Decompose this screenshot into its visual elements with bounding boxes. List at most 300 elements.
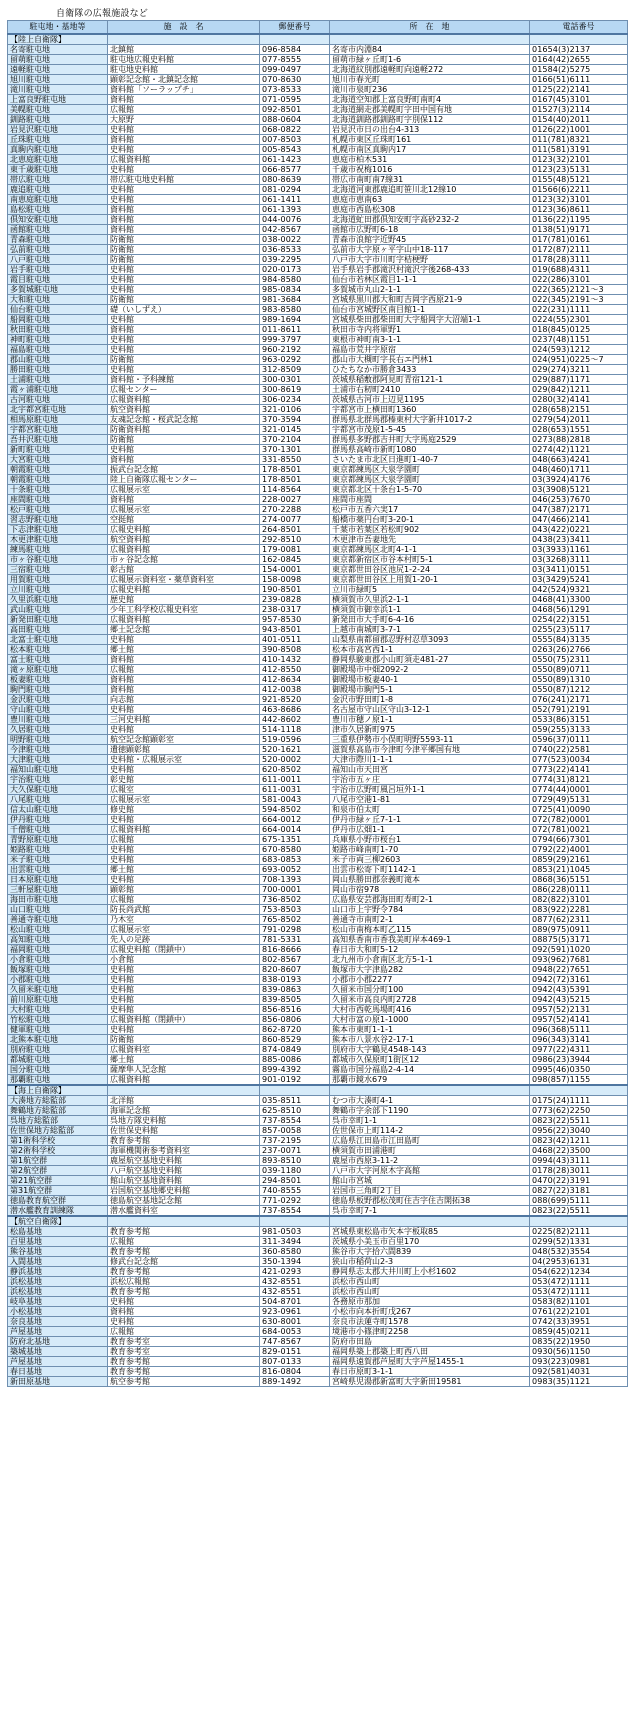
table-row [8, 945, 628, 955]
section-blank-cell [108, 1216, 260, 1227]
phone-number: 086(228)0111 [530, 885, 628, 895]
postal-code: 370-2104 [260, 435, 330, 445]
address: 浜松市西山町 [330, 1287, 530, 1297]
phone-number: 0138(51)9171 [530, 225, 628, 235]
table-row [8, 245, 628, 255]
postal-code: 331-8550 [260, 455, 330, 465]
facility-name: 史料館 [108, 275, 260, 285]
table-row [8, 1116, 628, 1126]
address: 御殿場市板妻40-1 [330, 675, 530, 685]
table-row [8, 765, 628, 775]
base-name: 今津駐屯地 [8, 745, 108, 755]
facility-name: 航空資料館 [108, 405, 260, 415]
facility-name: 広報館 [108, 1237, 260, 1247]
facility-name: 陸上自衛隊広報センター [108, 475, 260, 485]
table-row [8, 665, 628, 675]
postal-code: 989-1694 [260, 315, 330, 325]
postal-code: 038-0022 [260, 235, 330, 245]
facility-name: 資料館 [108, 455, 260, 465]
postal-code: 096-8584 [260, 45, 330, 55]
section-blank-cell [260, 1085, 330, 1096]
base-name: 三宿駐屯地 [8, 565, 108, 575]
phone-number: 0123(32)2101 [530, 155, 628, 165]
address: 松山市南梅本町乙115 [330, 925, 530, 935]
facility-name: 広報館 [108, 835, 260, 845]
phone-number: 0583(82)1101 [530, 1297, 628, 1307]
table-row [8, 975, 628, 985]
base-name: 富士駐屯地 [8, 655, 108, 665]
address: 北海道空知郡上富良野町南町4 [330, 95, 530, 105]
postal-code: 594-8502 [260, 805, 330, 815]
phone-number: 0533(86)3151 [530, 715, 628, 725]
phone-number: 096(368)5111 [530, 1025, 628, 1035]
table-row [8, 645, 628, 655]
facility-name: 防衛館 [108, 295, 260, 305]
table-row [8, 825, 628, 835]
facility-name: 史料館 [108, 125, 260, 135]
address: 兵庫県小野市桜台1 [330, 835, 530, 845]
postal-code: 300-0301 [260, 375, 330, 385]
phone-number: 092(581)4031 [530, 1367, 628, 1377]
phone-number: 0853(21)1045 [530, 865, 628, 875]
base-name: 松本駐屯地 [8, 645, 108, 655]
table-row [8, 155, 628, 165]
phone-number: 0274(42)1121 [530, 445, 628, 455]
facility-name: 大原野 [108, 115, 260, 125]
table-row [8, 1156, 628, 1166]
phone-number: 048(460)1711 [530, 465, 628, 475]
address: 函館市広野町6-18 [330, 225, 530, 235]
table-row [8, 1337, 628, 1347]
phone-number: 0835(22)1950 [530, 1337, 628, 1347]
phone-number: 022(231)1111 [530, 305, 628, 315]
phone-number: 093(223)0981 [530, 1357, 628, 1367]
postal-code: 321-0145 [260, 425, 330, 435]
address: 山口市上宇野令784 [330, 905, 530, 915]
base-name: 八戸駐屯地 [8, 255, 108, 265]
facility-name: 史料館 [108, 995, 260, 1005]
table-row [8, 605, 628, 615]
base-name: 倶知安駐屯地 [8, 215, 108, 225]
address: 恵庭市西島松308 [330, 205, 530, 215]
phone-number: 028(653)1551 [530, 425, 628, 435]
facility-name: 彰古館 [108, 565, 260, 575]
base-name: 舞鶴地方総監部 [8, 1106, 108, 1116]
facility-name: 史料館 [108, 345, 260, 355]
base-name: 小松基地 [8, 1307, 108, 1317]
facility-name: 資料館 [108, 215, 260, 225]
address: 仙台市若林区霞目1-1-1 [330, 275, 530, 285]
facility-name: 資料館 [108, 325, 260, 335]
facility-name: 資料館 [108, 655, 260, 665]
facility-name: 教育参考館 [108, 1267, 260, 1277]
address: 滋賀県高島市今津町今津平郷国有地 [330, 745, 530, 755]
facility-name: 史料館 [108, 185, 260, 195]
phone-number: 0175(24)1111 [530, 1096, 628, 1106]
phone-number: 022(286)3101 [530, 275, 628, 285]
base-name: 霞ヶ浦駐屯地 [8, 385, 108, 395]
address: 東京都北区十条台1-5-70 [330, 485, 530, 495]
phone-number: 024(593)1212 [530, 345, 628, 355]
phone-number: 0438(23)3411 [530, 535, 628, 545]
facility-name: 歴史館 [108, 595, 260, 605]
base-name: 信太山駐屯地 [8, 805, 108, 815]
phone-number: 04(2953)6131 [530, 1257, 628, 1267]
address: 留萌市緑ヶ丘町1-6 [330, 55, 530, 65]
table-row [8, 355, 628, 365]
facility-name: 広報資料室 [108, 1045, 260, 1055]
base-name: 岩手駐屯地 [8, 265, 108, 275]
phone-number: 048(663)4241 [530, 455, 628, 465]
table-row [8, 215, 628, 225]
table-row [8, 915, 628, 925]
facility-name: 広報資料館 [108, 395, 260, 405]
phone-number: 011(781)8321 [530, 135, 628, 145]
base-name: 第2術科学校 [8, 1146, 108, 1156]
table-row [8, 1287, 628, 1297]
postal-code: 005-8543 [260, 145, 330, 155]
table-row [8, 985, 628, 995]
postal-code: 237-0071 [260, 1146, 330, 1156]
base-name: 郡山駐屯地 [8, 355, 108, 365]
facility-name: 彰史館 [108, 775, 260, 785]
address: 茨城県稲敷郡阿見町青宿121-1 [330, 375, 530, 385]
phone-number: 029(887)1171 [530, 375, 628, 385]
address: 米子市両三柳2603 [330, 855, 530, 865]
facility-name: 広報館 [108, 895, 260, 905]
base-name: 山口駐屯地 [8, 905, 108, 915]
address: 宮崎県児湯郡新富町大字新田19581 [330, 1377, 530, 1387]
section-label: 【海上自衛隊】 [8, 1085, 108, 1096]
facility-name: 礎（いしずえ） [108, 305, 260, 315]
table-row [8, 885, 628, 895]
facility-name: 防衛資料館 [108, 425, 260, 435]
base-name: 神町駐屯地 [8, 335, 108, 345]
phone-number: 0273(88)2818 [530, 435, 628, 445]
table-row [8, 595, 628, 605]
phone-number: 029(842)1211 [530, 385, 628, 395]
phone-number: 0596(37)0111 [530, 735, 628, 745]
phone-number: 042(524)9321 [530, 585, 628, 595]
base-name: 久留米駐屯地 [8, 985, 108, 995]
base-name: 新町駐屯地 [8, 445, 108, 455]
base-name: 第21航空群 [8, 1176, 108, 1186]
phone-number: 029(274)3211 [530, 365, 628, 375]
table-row [8, 1196, 628, 1206]
postal-code: 901-0192 [260, 1075, 330, 1086]
table-row [8, 795, 628, 805]
table-row [8, 725, 628, 735]
table-row [8, 1126, 628, 1136]
base-name: 北富士駐屯地 [8, 635, 108, 645]
section-blank-cell [530, 1085, 628, 1096]
postal-code: 860-8529 [260, 1035, 330, 1045]
base-name: 小倉駐屯地 [8, 955, 108, 965]
base-name: 守山駐屯地 [8, 705, 108, 715]
postal-code: 432-8551 [260, 1287, 330, 1297]
base-name: 滝川駐屯地 [8, 85, 108, 95]
facility-name: 資料館 [108, 685, 260, 695]
section-label: 【陸上自衛隊】 [8, 34, 108, 45]
facility-name: 史料館 [108, 1005, 260, 1015]
base-name: 古河駐屯地 [8, 395, 108, 405]
postal-code: 675-1351 [260, 835, 330, 845]
base-name: 吾井沢駐屯地 [8, 435, 108, 445]
address: 岩見沢市日の出台4-313 [330, 125, 530, 135]
base-name: 出雲駐屯地 [8, 865, 108, 875]
base-name: 十条駐屯地 [8, 485, 108, 495]
table-row [8, 175, 628, 185]
table-row [8, 495, 628, 505]
phone-number: 077(523)0034 [530, 755, 628, 765]
table-row [8, 1035, 628, 1045]
address: 静岡県駿東郡小山町須走481-27 [330, 655, 530, 665]
base-name: 島松駐屯地 [8, 205, 108, 215]
address: 各務原市那加 [330, 1297, 530, 1307]
address: 春日市大和町5-12 [330, 945, 530, 955]
table-row [8, 1317, 628, 1327]
postal-code: 514-1118 [260, 725, 330, 735]
postal-code: 983-8580 [260, 305, 330, 315]
phone-number: 0178(28)3111 [530, 255, 628, 265]
table-row [8, 785, 628, 795]
postal-code: 178-8501 [260, 475, 330, 485]
address: 宮城県東松島市矢本字板取85 [330, 1227, 530, 1237]
facility-name: 資料館 [108, 495, 260, 505]
phone-number: 01566(6)2211 [530, 185, 628, 195]
postal-code: 740-8555 [260, 1186, 330, 1196]
table-row [8, 365, 628, 375]
table-row [8, 225, 628, 235]
address: 福岡県築上郡築上町西八田 [330, 1347, 530, 1357]
phone-number: 0761(22)2101 [530, 1307, 628, 1317]
address: 久留米市高良内町2728 [330, 995, 530, 1005]
postal-code: 158-0098 [260, 575, 330, 585]
facility-name: 史料館 [108, 335, 260, 345]
address: 高知県香南市香我美町岸本469-1 [330, 935, 530, 945]
phone-number: 0823(22)5511 [530, 1206, 628, 1217]
facility-name: 岩国航空基地郷史料館 [108, 1186, 260, 1196]
table-row [8, 445, 628, 455]
postal-code: 839-8505 [260, 995, 330, 1005]
table-row [8, 55, 628, 65]
address: 大村市富の原1-1000 [330, 1015, 530, 1025]
postal-code: 664-0012 [260, 815, 330, 825]
postal-code: 412-0038 [260, 685, 330, 695]
facility-name: 資料館・予科練館 [108, 375, 260, 385]
postal-code: 963-0292 [260, 355, 330, 365]
postal-code: 007-8503 [260, 135, 330, 145]
facility-name: 防衛館 [108, 245, 260, 255]
facility-name: 広報館 [108, 665, 260, 675]
address: 座間市座間 [330, 495, 530, 505]
address: 仙台市宮城野区南目館1-1 [330, 305, 530, 315]
address: 上越市南城町3-7-1 [330, 625, 530, 635]
postal-code: 154-0001 [260, 565, 330, 575]
phone-number: 0942(43)5391 [530, 985, 628, 995]
postal-code: 862-8720 [260, 1025, 330, 1035]
table-row [8, 1146, 628, 1156]
address: 霧島市国分福島2-4-14 [330, 1065, 530, 1075]
address: 浜松市西山町 [330, 1277, 530, 1287]
postal-code: 611-0031 [260, 785, 330, 795]
phone-number: 043(422)0221 [530, 525, 628, 535]
address: 鹿屋市西原3-11-2 [330, 1156, 530, 1166]
table-row [8, 835, 628, 845]
base-name: 弘前駐屯地 [8, 245, 108, 255]
facility-name: 郷土館 [108, 645, 260, 655]
address: 横須賀市御幸浜1-1 [330, 605, 530, 615]
table-row [8, 745, 628, 755]
table-row [8, 1025, 628, 1035]
base-name: 多賀城駐屯地 [8, 285, 108, 295]
section-blank-cell [260, 1216, 330, 1227]
address: 北海道紋別郡遠軽町向遠軽272 [330, 65, 530, 75]
table-row [8, 685, 628, 695]
table-row [8, 455, 628, 465]
postal-code: 035-8511 [260, 1096, 330, 1106]
phone-number: 0957(52)2131 [530, 1005, 628, 1015]
phone-number: 0774(44)0001 [530, 785, 628, 795]
postal-code: 693-0052 [260, 865, 330, 875]
section-blank-cell [530, 34, 628, 45]
facility-name: 広報展示室 [108, 795, 260, 805]
table-row [8, 845, 628, 855]
phone-number: 0729(49)5131 [530, 795, 628, 805]
base-name: 真駒内駐屯地 [8, 145, 108, 155]
phone-number: 0725(41)0090 [530, 805, 628, 815]
address: 東京都練馬区北町4-1-1 [330, 545, 530, 555]
table-row [8, 955, 628, 965]
phone-number: 0263(26)2766 [530, 645, 628, 655]
base-name: 姫路駐屯地 [8, 845, 108, 855]
base-name: 第1術科学校 [8, 1136, 108, 1146]
phone-number: 0877(62)2311 [530, 915, 628, 925]
base-name: 宇都宮駐屯地 [8, 425, 108, 435]
phone-number: 088(699)5111 [530, 1196, 628, 1206]
postal-code: 039-1180 [260, 1166, 330, 1176]
facility-name: 薩摩隼人記念館 [108, 1065, 260, 1075]
phone-number: 01654(3)2137 [530, 45, 628, 55]
facility-name: 広報展示室 [108, 925, 260, 935]
facility-name: 乃木室 [108, 915, 260, 925]
postal-code: 765-8502 [260, 915, 330, 925]
table-row [8, 75, 628, 85]
postal-code: 857-0058 [260, 1126, 330, 1136]
table-row [8, 475, 628, 485]
table-row [8, 395, 628, 405]
postal-code: 984-8580 [260, 275, 330, 285]
table-row [8, 1065, 628, 1075]
address: 小松市向本折町戊267 [330, 1307, 530, 1317]
postal-code: 791-0298 [260, 925, 330, 935]
base-name: 青野原駐屯地 [8, 835, 108, 845]
postal-code: 839-0863 [260, 985, 330, 995]
facility-name: 顕彰館 [108, 885, 260, 895]
address: 八尾市空港1-81 [330, 795, 530, 805]
facility-name: 潜水艦資料室 [108, 1206, 260, 1217]
phone-number: 054(622)1234 [530, 1267, 628, 1277]
phone-number: 03(3411)0151 [530, 565, 628, 575]
postal-code: 781-5331 [260, 935, 330, 945]
table-row [8, 815, 628, 825]
base-name: 留萌駐屯地 [8, 55, 108, 65]
postal-code: 885-0086 [260, 1055, 330, 1065]
phone-number: 092(591)1020 [530, 945, 628, 955]
base-name: 竹松駐屯地 [8, 1015, 108, 1025]
phone-number: 0550(89)0711 [530, 665, 628, 675]
table-row [8, 115, 628, 125]
base-name: 松島基地 [8, 1227, 108, 1237]
section-header-row [8, 34, 628, 45]
table-row [8, 625, 628, 635]
postal-code: 737-2195 [260, 1136, 330, 1146]
facility-name: 航空記念館顕彰室 [108, 735, 260, 745]
postal-code: 061-1393 [260, 205, 330, 215]
postal-code: 077-8555 [260, 55, 330, 65]
phone-number: 0942(72)3161 [530, 975, 628, 985]
phone-number: 098(857)1155 [530, 1075, 628, 1086]
facility-name: 振武台記念館 [108, 465, 260, 475]
table-row [8, 1166, 628, 1176]
table-row [8, 995, 628, 1005]
base-name: 飯塚駐屯地 [8, 965, 108, 975]
table-row [8, 1136, 628, 1146]
base-name: 青森駐屯地 [8, 235, 108, 245]
base-name: 北恵庭駐屯地 [8, 155, 108, 165]
postal-code: 889-1492 [260, 1377, 330, 1387]
base-name: 芦屋基地 [8, 1327, 108, 1337]
base-name: 岩見沢駐屯地 [8, 125, 108, 135]
phone-number: 0280(32)4141 [530, 395, 628, 405]
table-row [8, 165, 628, 175]
table-row [8, 1055, 628, 1065]
table-row [8, 45, 628, 55]
base-name: 大宮駐屯地 [8, 455, 108, 465]
phone-number: 0823(42)1211 [530, 1136, 628, 1146]
facility-name: 資料館 [108, 225, 260, 235]
base-name: 都城駐屯地 [8, 1055, 108, 1065]
header-row [8, 21, 628, 35]
phone-number: 019(688)4311 [530, 265, 628, 275]
table-row [8, 305, 628, 315]
address: 福島市荒井字原宿 [330, 345, 530, 355]
table-row [8, 295, 628, 305]
facility-name: 駐屯地史料館 [108, 65, 260, 75]
address: 那覇市鏡水679 [330, 1075, 530, 1086]
table-row [8, 85, 628, 95]
phone-number: 046(253)7670 [530, 495, 628, 505]
phone-number: 0123(36)8611 [530, 205, 628, 215]
base-name: 潜水艦教育訓練隊 [8, 1206, 108, 1217]
postal-code: 292-8510 [260, 535, 330, 545]
phone-number: 022(365)2121～3 [530, 285, 628, 295]
facility-name: 教育参考館 [108, 1227, 260, 1237]
table-row [8, 1357, 628, 1367]
address: 出雲市松寄下町1142-1 [330, 865, 530, 875]
table-row [8, 655, 628, 665]
facility-name: 史料館 [108, 975, 260, 985]
address: 三重県伊勢市小俣町明野5593-11 [330, 735, 530, 745]
base-name: 北熊本駐屯地 [8, 1035, 108, 1045]
postal-code: 838-0193 [260, 975, 330, 985]
table-row [8, 1237, 628, 1247]
section-label: 【航空自衛隊】 [8, 1216, 108, 1227]
table-row [8, 125, 628, 135]
postal-code: 421-0293 [260, 1267, 330, 1277]
base-name: 高田駐屯地 [8, 625, 108, 635]
address: 千葉市若葉区若松町902 [330, 525, 530, 535]
